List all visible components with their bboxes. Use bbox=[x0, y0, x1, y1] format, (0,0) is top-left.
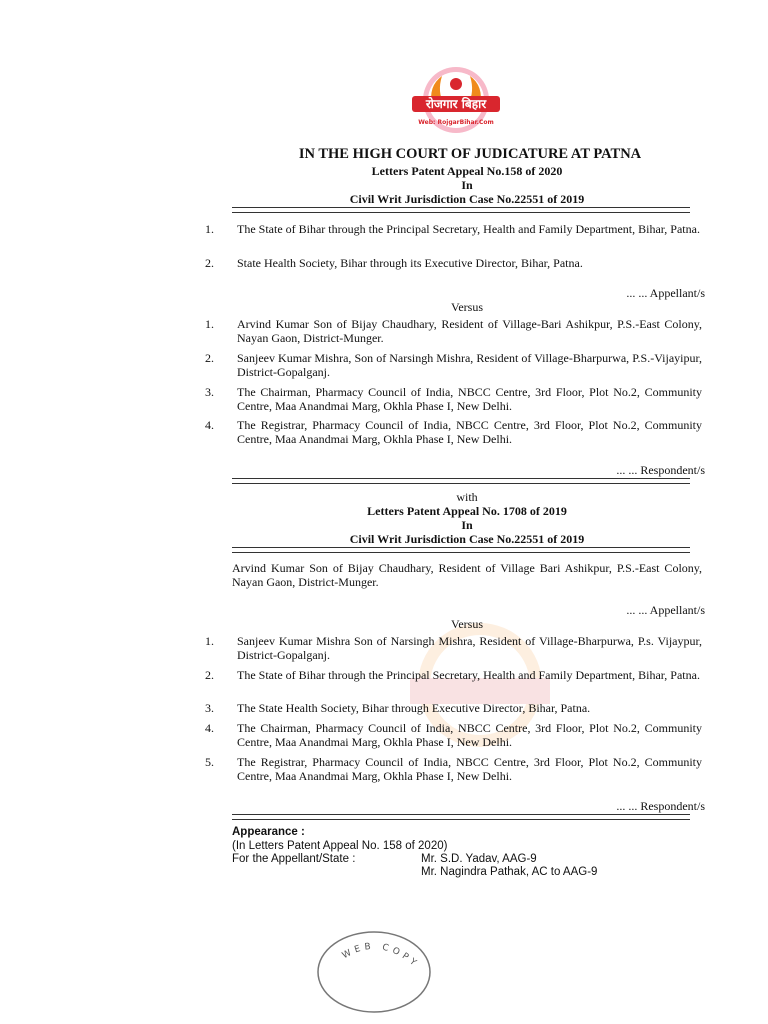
with-label: with bbox=[456, 490, 478, 504]
appellant-text: Arvind Kumar Son of Bijay Chaudhary, Resident of Village Bari Ashikpur, P.S.-East Colony, Nayan Gaon, District-Munger. bbox=[232, 561, 702, 589]
respondent-label: ... ... Respondent/s bbox=[616, 463, 705, 477]
rojgar-bihar-logo bbox=[402, 66, 510, 142]
web-copy-stamp bbox=[315, 930, 433, 1015]
list-item bbox=[205, 755, 702, 783]
list-item bbox=[205, 317, 702, 345]
item-text: State Health Society, Bihar through its Executive Director, Bihar, Patna. bbox=[237, 256, 583, 270]
item-text: Sanjeev Kumar Mishra, Son of Narsingh Mishra, Resident of Village-Bharpurwa, P.S.-Vijayipur, District-Gopalganj. bbox=[237, 351, 702, 379]
case-number: Civil Writ Jurisdiction Case No.22551 of 2019 bbox=[349, 532, 585, 546]
in-label: In bbox=[461, 178, 473, 192]
appearance-for-label: For the Appellant/State : bbox=[232, 853, 356, 865]
appellant-label: ... ... Appellant/s bbox=[626, 603, 705, 617]
item-number: 3. bbox=[205, 701, 214, 715]
item-number: 3. bbox=[205, 385, 214, 399]
item-number: 4. bbox=[205, 418, 214, 432]
list-item bbox=[205, 256, 702, 270]
divider bbox=[232, 478, 690, 484]
divider bbox=[232, 547, 690, 553]
list-item bbox=[205, 351, 702, 379]
logo-url: Web: RojgarBihar.Com bbox=[418, 119, 494, 126]
court-title: IN THE HIGH COURT OF JUDICATURE AT PATNA bbox=[298, 146, 642, 162]
list-item bbox=[205, 721, 702, 749]
item-number: 4. bbox=[205, 721, 214, 735]
versus-label: Versus bbox=[451, 300, 483, 314]
item-number: 1. bbox=[205, 222, 214, 236]
item-text: The Chairman, Pharmacy Council of India, NBCC Centre, 3rd Floor, Plot No.2, Community Centre, Maa Anandmai Marg, Okhla Phase I, New Delhi. bbox=[237, 721, 702, 749]
item-text: The State of Bihar through the Principal Secretary, Health and Family Department, Bihar, Patna. bbox=[237, 668, 700, 682]
item-text: Arvind Kumar Son of Bijay Chaudhary, Resident of Village-Bari Ashikpur, P.S.-East Colony, Nayan Gaon, District-Munger. bbox=[237, 317, 702, 345]
item-text: The Chairman, Pharmacy Council of India, NBCC Centre, 3rd Floor, Plot No.2, Community Centre, Maa Anandmai Marg, Okhla Phase I, New Delhi. bbox=[237, 385, 702, 413]
appellant-label: ... ... Appellant/s bbox=[626, 286, 705, 300]
list-item bbox=[205, 668, 702, 696]
item-text: The Registrar, Pharmacy Council of India, NBCC Centre, 3rd Floor, Plot No.2, Community Centre, Maa Anandmai Marg, Okhla Phase I, New Delhi. bbox=[237, 755, 702, 783]
list-item bbox=[205, 418, 702, 446]
versus-label: Versus bbox=[451, 617, 483, 631]
counsel-name: Mr. Nagindra Pathak, AC to AAG-9 bbox=[421, 866, 598, 878]
appearance-sub: (In Letters Patent Appeal No. 158 of 2020) bbox=[232, 840, 448, 852]
item-number: 2. bbox=[205, 668, 214, 682]
list-item bbox=[205, 701, 702, 715]
appeal-number: Letters Patent Appeal No. 1708 of 2019 bbox=[367, 504, 567, 518]
item-number: 1. bbox=[205, 634, 214, 648]
list-item bbox=[205, 385, 702, 413]
item-text: Sanjeev Kumar Mishra Son of Narsingh Mishra, Resident of Village-Bharpurwa, P.s. Vijaypur, District-Gopalganj. bbox=[237, 634, 702, 662]
item-number: 2. bbox=[205, 351, 214, 365]
item-text: The State Health Society, Bihar through Executive Director, Bihar, Patna. bbox=[237, 701, 591, 715]
respondent-label: ... ... Respondent/s bbox=[616, 799, 705, 813]
item-number: 5. bbox=[205, 755, 214, 769]
counsel-name: Mr. S.D. Yadav, AAG-9 bbox=[421, 853, 537, 865]
svg-text:WEB COPY bbox=[341, 942, 421, 971]
item-text: The Registrar, Pharmacy Council of India, NBCC Centre, 3rd Floor, Plot No.2, Community Centre, Maa Anandmai Marg, Okhla Phase I, New Delhi. bbox=[237, 418, 702, 446]
divider bbox=[232, 814, 690, 820]
item-number: 2. bbox=[205, 256, 214, 270]
stamp-text: WEB COPY bbox=[340, 941, 421, 971]
divider bbox=[232, 207, 690, 213]
appeal-number: Letters Patent Appeal No.158 of 2020 bbox=[371, 164, 563, 178]
item-number: 1. bbox=[205, 317, 214, 331]
in-label: In bbox=[461, 518, 473, 532]
logo-text: रोजगार बिहार bbox=[425, 97, 487, 111]
list-item bbox=[205, 222, 702, 250]
item-text: The State of Bihar through the Principal Secretary, Health and Family Department, Bihar, Patna. bbox=[237, 222, 700, 236]
list-item bbox=[205, 634, 702, 662]
appearance-heading: Appearance : bbox=[232, 826, 305, 838]
case-number: Civil Writ Jurisdiction Case No.22551 of 2019 bbox=[349, 192, 585, 206]
